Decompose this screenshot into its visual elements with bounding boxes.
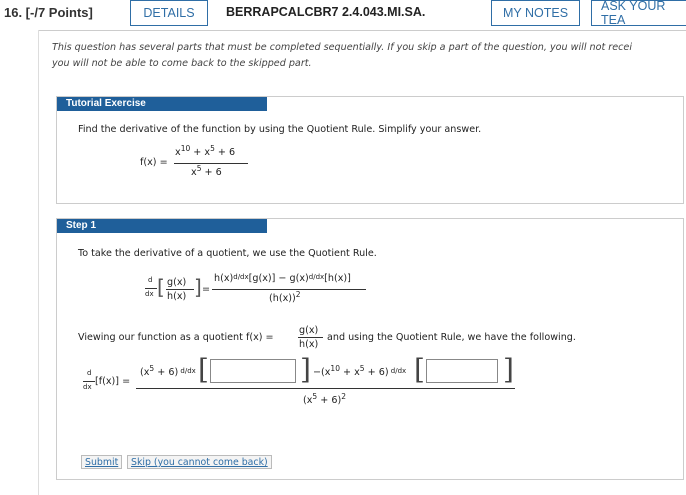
- answer2-left-bracket: [: [414, 353, 425, 386]
- rule-left-bracket: [: [157, 275, 165, 299]
- rule-d: d: [148, 276, 153, 284]
- ask-teacher-button[interactable]: ASK YOUR TEA: [591, 0, 686, 26]
- answer1-input[interactable]: [210, 359, 296, 383]
- rule-gh-bar: [166, 289, 194, 290]
- header-divider: [38, 30, 686, 31]
- details-button[interactable]: DETAILS: [130, 0, 208, 26]
- rule-numerator: $h(x)^{d/dx}[g(x)] - g(x)^{d/dx}[h(x)]$: [214, 273, 351, 284]
- answer-denominator: $(x^5 + 6)^2$: [303, 392, 346, 406]
- rule-fraction-bar: [212, 289, 366, 290]
- viewing-bar: [298, 337, 323, 338]
- intro-note: [52, 40, 682, 72]
- tutorial-instruction: Find the derivative of the function by using the Quotient Rule. Simplify your answer.: [78, 124, 482, 135]
- viewing-text-post: and using the Quotient Rule, we have the following.: [327, 332, 576, 343]
- rule-right-bracket: ]: [194, 275, 202, 299]
- submit-button[interactable]: Submit: [81, 455, 122, 469]
- skip-button[interactable]: Skip (you cannot come back): [127, 455, 272, 469]
- function-numerator: $x^{10} + x^5 + 6$: [175, 144, 236, 158]
- answer2-right-bracket: ]: [503, 353, 514, 386]
- rule-denominator: $(h(x))^2$: [269, 290, 301, 304]
- answer1-left-bracket: [: [198, 353, 209, 386]
- function-denominator: $x^5 + 6$: [191, 164, 222, 178]
- function-fraction-bar: [174, 163, 248, 164]
- answer-fraction-bar: [136, 388, 515, 389]
- rule-g: g(x): [167, 277, 187, 288]
- term1: $(x^5 + 6)$ $^{d/dx}$: [140, 364, 196, 378]
- lhs-d-bar: [83, 381, 95, 382]
- intro-line-1: This question has several parts that must be completed sequentially. If you skip a part of the question, you will not recei: [52, 42, 632, 53]
- answer1-right-bracket: ]: [300, 353, 311, 386]
- viewing-h: h(x): [299, 339, 319, 350]
- question-header: [0, 0, 686, 30]
- step1-panel: [56, 218, 684, 480]
- tutorial-panel: [56, 96, 684, 204]
- lhs-text: [f(x)] =: [95, 376, 131, 387]
- tutorial-title: Tutorial Exercise: [57, 97, 267, 111]
- lhs-d: d: [87, 369, 92, 377]
- rule-d-bar: [145, 288, 157, 289]
- answer2-input[interactable]: [426, 359, 498, 383]
- step1-text: To take the derivative of a quotient, we use the Quotient Rule.: [78, 248, 377, 259]
- question-id: BERRAPCALCBR7 2.4.043.MI.SA.: [226, 5, 426, 19]
- rule-dx: dx: [145, 290, 154, 298]
- term2: $(x^{10} + x^5 + 6)$ $^{d/dx}$: [321, 364, 407, 378]
- function-label: f(x) =: [140, 157, 168, 168]
- lhs-dx: dx: [83, 383, 92, 391]
- rule-h: h(x): [167, 291, 187, 302]
- rule-equals: =: [202, 284, 211, 295]
- step1-title: Step 1: [57, 219, 267, 233]
- viewing-g: g(x): [299, 325, 319, 336]
- minus-sign: −: [313, 367, 322, 378]
- viewing-text-pre: Viewing our function as a quotient f(x) =: [78, 332, 274, 343]
- intro-line-2: you will not be able to come back to the skipped part.: [52, 58, 312, 69]
- question-number: 16. [-/7 Points]: [4, 5, 93, 20]
- left-border: [38, 30, 39, 495]
- my-notes-button[interactable]: MY NOTES: [491, 0, 580, 26]
